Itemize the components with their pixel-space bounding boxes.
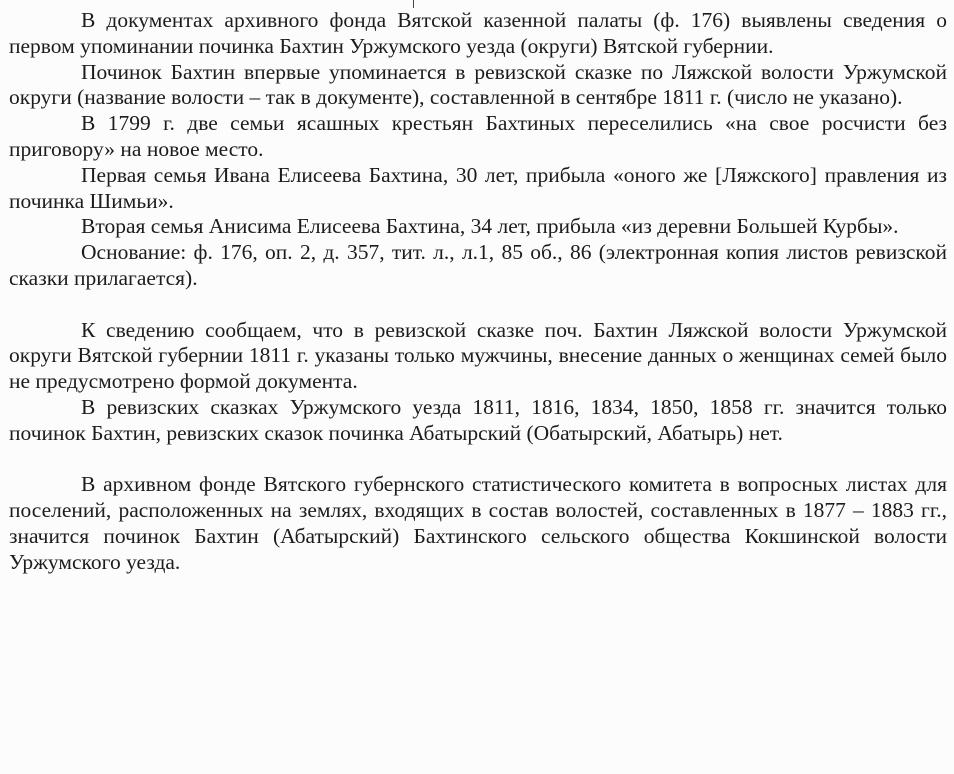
paragraph-note-men-only: К сведению сообщаем, что в ревизской сказке поч. Бахтин Ляжской волости Уржумской округи Вятской губернии 1811 г. указаны только мужчины, внесение данных о женщинах семей было не предусмотрено формой документа. [9, 317, 947, 394]
top-margin-mark [413, 0, 414, 8]
paragraph-statistical-committee: В архивном фонде Вятского губернского статистического комитета в вопросных листах для поселений, расположенных на землях, входящих в состав волостей, составленных в 1877 – 1883 гг., значится починок Бахтин (Абатырский) Бахтинского сельского общества Кокшинской волости Уржумского уезда. [9, 472, 947, 574]
paragraph-resettlement: В 1799 г. две семьи ясашных крестьян Бахтиных переселились «на свое росчисти без приговору» на новое место. [9, 111, 947, 161]
paragraph-first-mention: Починок Бахтин впервые упоминается в ревизской сказке по Ляжской волости Уржумской округи (название волости – так в документе), составленной в сентябре 1811 г. (число не указано). [9, 59, 947, 110]
paragraph-second-family: Вторая семья Анисима Елисеева Бахтина, 34 лет, прибыла «из деревни Большей Курбы». [81, 214, 899, 239]
paragraph-basis: Основание: ф. 176, оп. 2, д. 357, тит. л., л.1, 85 об., 86 (электронная копия листов ревизской сказки прилагается). [9, 240, 947, 290]
document-body [9, 8, 947, 576]
paragraph-revision-tales: В ревизских сказках Уржумского уезда 1811, 1816, 1834, 1850, 1858 гг. значится только починок Бахтин, ревизских сказок починка Абатырский (Обатырский, Абатырь) нет. [9, 394, 947, 445]
paragraph-first-family: Первая семья Ивана Елисеева Бахтина, 30 лет, прибыла «оного же [Ляжского] правления из починка Шимьи». [9, 162, 947, 213]
paragraph-archive-intro: В документах архивного фонда Вятской казенной палаты (ф. 176) выявлены сведения о первом упоминании починка Бахтин Уржумского уезда (округи) Вятской губернии. [9, 8, 947, 58]
